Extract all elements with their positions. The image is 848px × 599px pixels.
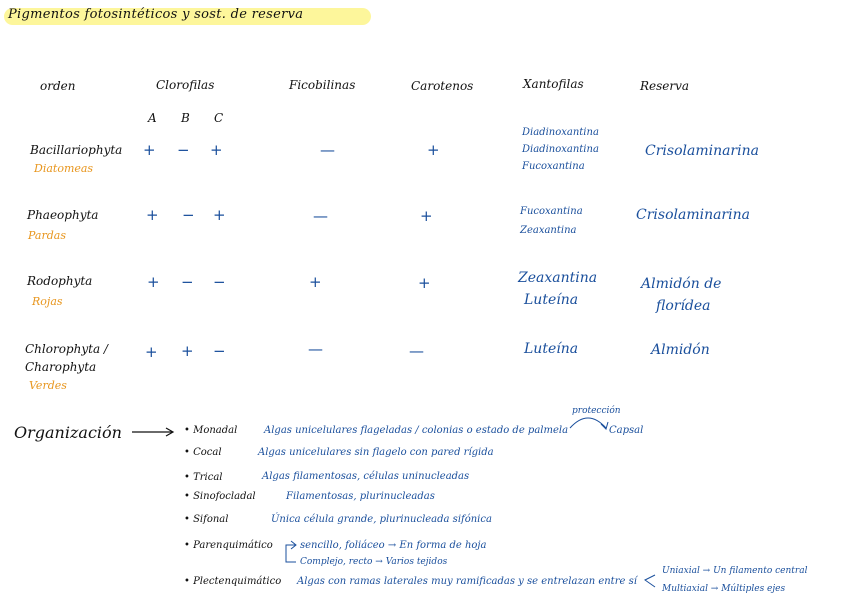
- organizacion-type: Cocal: [193, 447, 222, 458]
- clorofila-b-value: −: [177, 141, 190, 159]
- list-item: • Cocal: [184, 447, 222, 458]
- organizacion-description: Filamentosas, plurinucleadas: [286, 491, 435, 502]
- header-ficobilinas: Ficobilinas: [289, 78, 356, 92]
- reserva-value: Almidón: [651, 342, 710, 358]
- list-item: • Plectenquimático: [184, 576, 282, 587]
- clorofila-b-value: −: [182, 206, 195, 224]
- taxon-common-name: Rojas: [32, 295, 63, 308]
- organizacion-label: Organización: [14, 423, 122, 442]
- organizacion-type: Sinofocladal: [193, 491, 256, 502]
- organizacion-description: Algas unicelulares flageladas / colonias o estado de palmela: [264, 425, 569, 436]
- organizacion-extra: Capsal: [609, 425, 644, 436]
- carotenos-value: —: [409, 342, 424, 360]
- organizacion-type: Plectenquimático: [193, 576, 282, 587]
- organizacion-type: Sifonal: [193, 514, 229, 525]
- list-item: • Monadal: [184, 425, 238, 436]
- carotenos-value: +: [418, 274, 431, 292]
- ficobilinas-value: —: [320, 141, 335, 159]
- clorofila-a-value: +: [147, 273, 160, 291]
- list-item: • Trical: [184, 472, 223, 483]
- ficobilinas-value: —: [313, 207, 328, 225]
- reserva-value: Crisolaminarina: [645, 143, 759, 159]
- taxon-common-name: Verdes: [29, 379, 67, 392]
- ficobilinas-value: +: [309, 273, 322, 291]
- organizacion-note: protección: [572, 406, 621, 416]
- taxon-common-name: Diatomeas: [34, 162, 94, 175]
- page-title: Pigmentos fotosintéticos y sost. de reserva: [8, 7, 304, 22]
- header-clorofila-b: B: [181, 111, 190, 125]
- taxon-name: Bacillariophyta: [30, 143, 123, 157]
- taxon-name: Rodophyta: [27, 274, 93, 288]
- clorofila-c-value: −: [213, 273, 226, 291]
- organizacion-description: Única célula grande, plurinucleada sifónica: [271, 514, 492, 525]
- reserva-value: Crisolaminarina: [636, 207, 750, 223]
- taxon-name-line2: Charophyta: [25, 360, 97, 374]
- organizacion-type: Monadal: [193, 425, 238, 436]
- taxon-name: Phaeophyta: [27, 208, 99, 222]
- list-item: • Sifonal: [184, 514, 229, 525]
- organizacion-description: Algas con ramas laterales muy ramificadas y se entrelazan entre sí: [297, 576, 637, 587]
- reserva-value: florídea: [656, 298, 711, 314]
- organizacion-description: Algas filamentosas, células uninucleadas: [262, 471, 470, 482]
- header-clorofila-c: C: [214, 111, 224, 125]
- header-carotenos: Carotenos: [411, 79, 474, 93]
- header-xantofilas: Xantofilas: [523, 77, 584, 91]
- xantofila-item: Fucoxantina: [520, 206, 583, 217]
- header-clorofilas: Clorofilas: [156, 78, 215, 92]
- organizacion-branch: Multiaxial → Múltiples ejes: [662, 584, 786, 594]
- xantofila-item: Zeaxantina: [518, 270, 598, 286]
- organizacion-type: Trical: [193, 472, 223, 483]
- clorofila-a-value: +: [143, 141, 156, 159]
- list-item: • Sinofocladal: [184, 491, 256, 502]
- organizacion-type: Parenquimático: [193, 540, 273, 551]
- xantofila-item: Zeaxantina: [520, 225, 577, 236]
- organizacion-branch: Complejo, recto → Varios tejidos: [300, 557, 448, 567]
- organizacion-branch: Uniaxial → Un filamento central: [662, 566, 808, 576]
- header-clorofila-a: A: [148, 111, 157, 125]
- header-orden: orden: [40, 79, 76, 93]
- clorofila-b-value: −: [181, 273, 194, 291]
- organizacion-branch: sencillo, foliáceo → En forma de hoja: [300, 540, 487, 551]
- clorofila-c-value: +: [213, 206, 226, 224]
- xantofila-item: Diadinoxantina: [522, 127, 599, 138]
- carotenos-value: +: [427, 141, 440, 159]
- taxon-common-name: Pardas: [28, 229, 66, 242]
- header-reserva: Reserva: [640, 79, 690, 93]
- list-item: • Parenquimático: [184, 540, 273, 551]
- xantofila-item: Diadinoxantina: [522, 144, 599, 155]
- ficobilinas-value: —: [308, 340, 323, 358]
- clorofila-a-value: +: [146, 206, 159, 224]
- xantofila-item: Luteína: [524, 292, 579, 308]
- clorofila-c-value: +: [210, 141, 223, 159]
- organizacion-description: Algas unicelulares sin flagelo con pared rígida: [258, 447, 494, 458]
- taxon-name-line1: Chlorophyta /: [25, 342, 108, 356]
- carotenos-value: +: [420, 207, 433, 225]
- reserva-value: Almidón de: [641, 276, 722, 292]
- xantofila-item: Fucoxantina: [522, 161, 585, 172]
- clorofila-a-value: +: [145, 343, 158, 361]
- xantofila-item: Luteína: [524, 341, 579, 357]
- clorofila-b-value: +: [181, 342, 194, 360]
- clorofila-c-value: −: [213, 342, 226, 360]
